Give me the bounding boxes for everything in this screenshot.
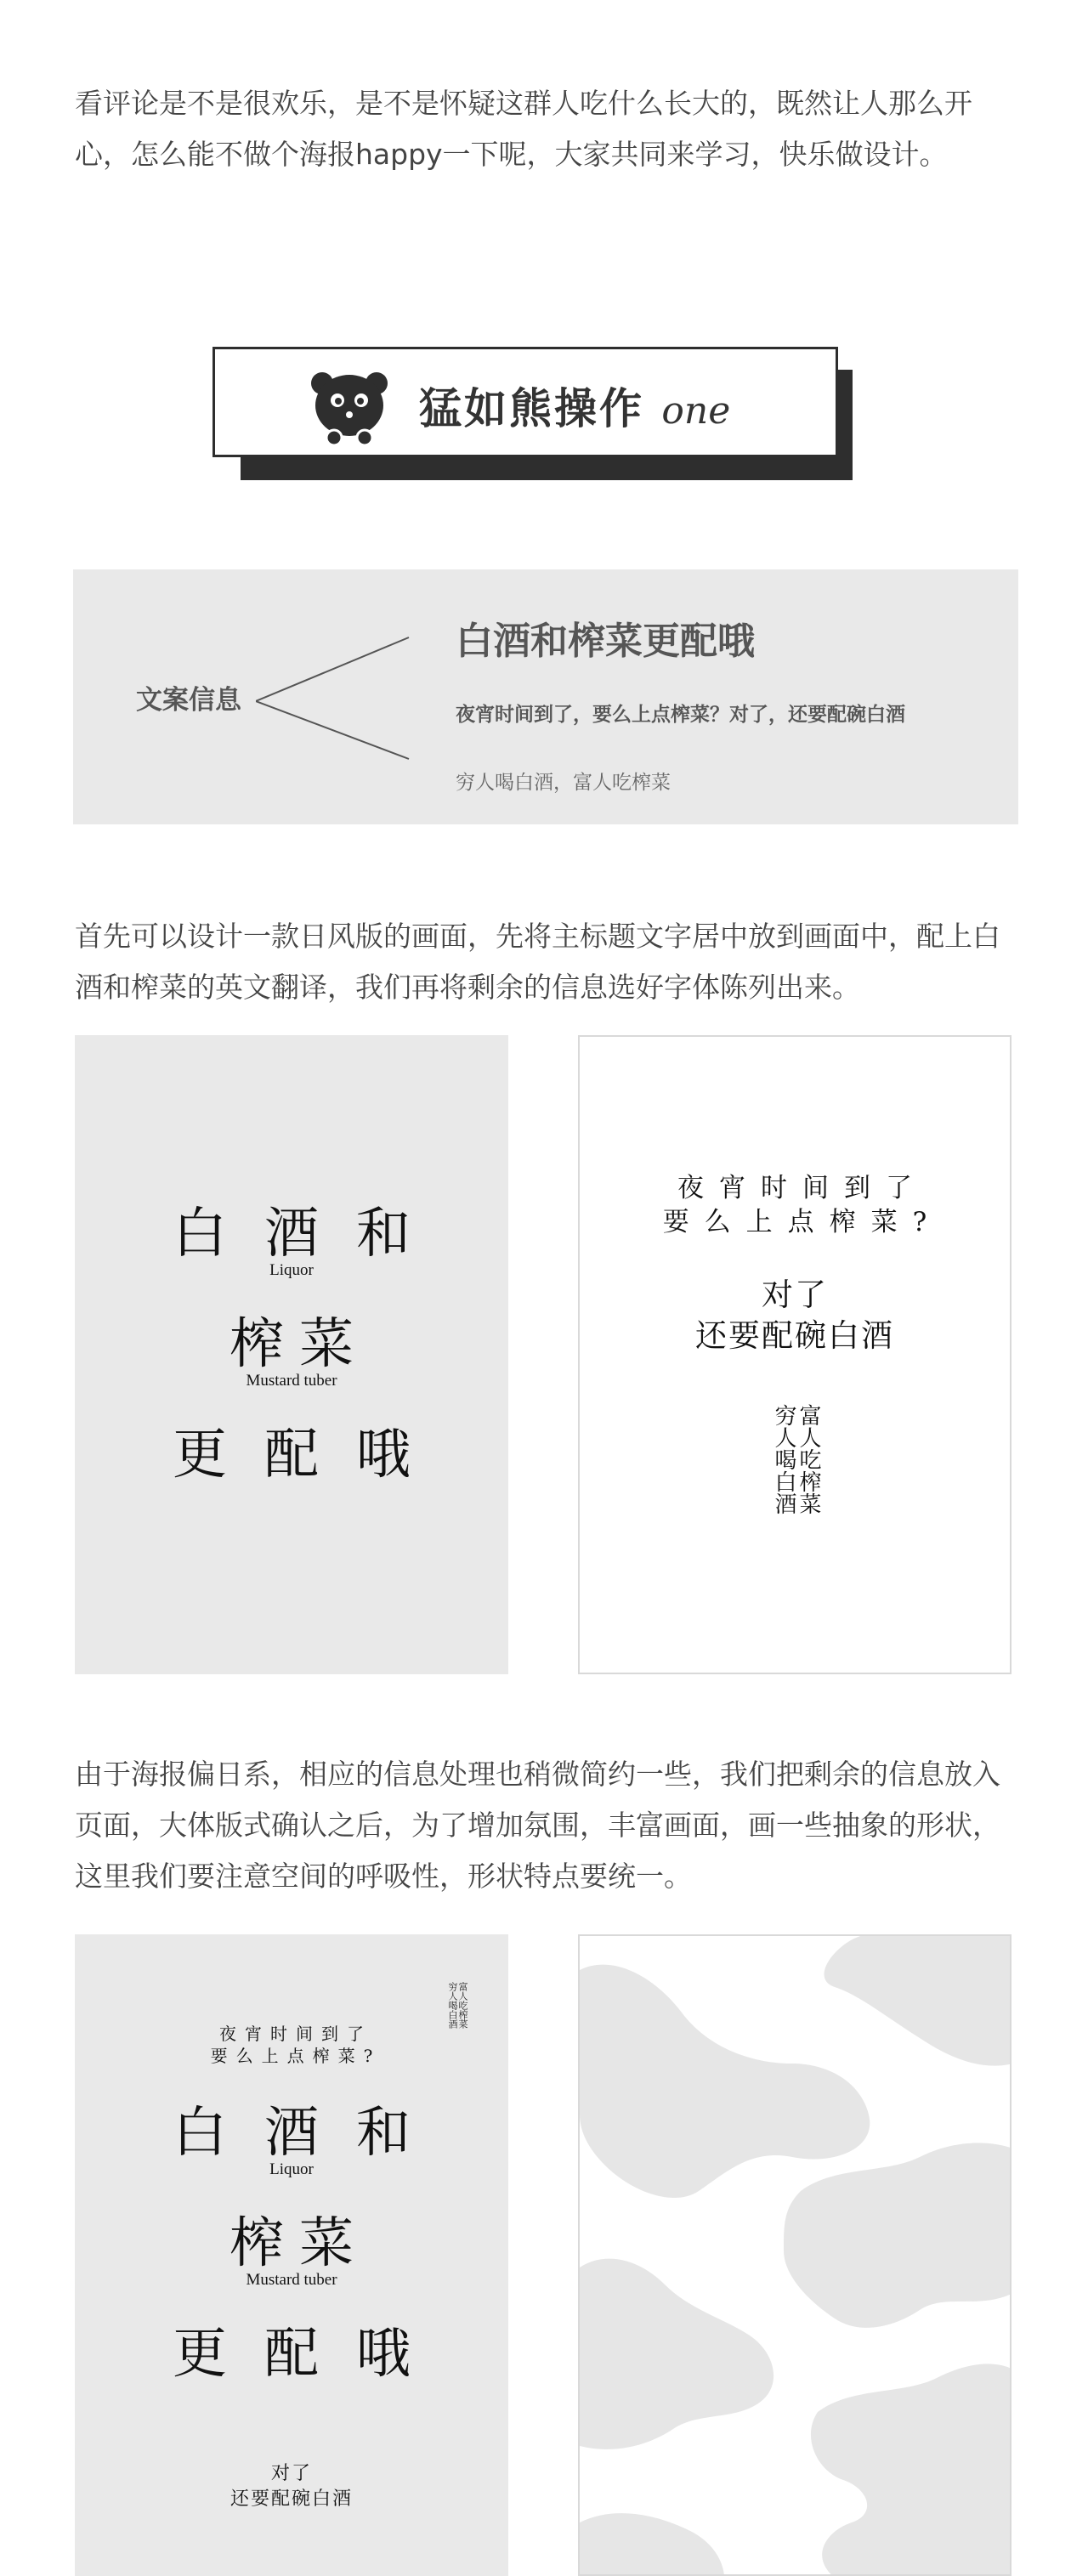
poster-c-vertical-1: 富人吃榨菜 [457,1982,468,2029]
poster-white-info [578,1035,1012,1674]
poster-question-1: 夜宵时间到了 [677,1173,927,1203]
banner-title [419,375,730,436]
poster-line-1: 白酒和 [173,1203,448,1265]
poster-c-en-2: Mustard tuber [246,2271,337,2289]
poster-answer-2: 还要配碗白酒 [695,1317,894,1354]
abstract-shapes-graphic [580,1936,1012,2576]
poster-line-2: 榨菜 [230,1313,369,1376]
banner-title-suffix: one [661,389,731,433]
poster-c-en-1: Liquor [269,2160,314,2178]
poster-abstract-shapes [578,1934,1012,2576]
poster-vertical-2: 穷人喝白酒 [771,1404,796,1514]
poster-line-3: 更配哦 [173,1424,448,1486]
poster-c-answer-1: 对了 [270,2463,312,2484]
banner-title-text: 猛如熊操作 [419,383,644,433]
poster-en-2: Mustard tuber [246,1372,337,1390]
paragraph-two: 首先可以设计一款日风版的画面，先将主标题文字居中放到画面中，配上白酒和榨菜的英文翻译，我们再将剩余的信息选好字体陈列出来。 [75,920,1000,1004]
poster-en-1: Liquor [269,1261,314,1279]
poster-c-answer-2: 还要配碗白酒 [230,2488,353,2510]
poster-question-2: 要么上点榨菜? [662,1207,943,1237]
paragraph-three: 由于海报偏日系，相应的信息处理也稍微简约一些，我们把剩余的信息放入页面，大体版式确认之后，为了增加氛围，丰富画面，画一些抽象的形状，这里我们要注意空间的呼吸性，形状特点要统一。 [75,1758,1000,1893]
poster-c-vertical-2: 穷人喝白酒 [447,1982,458,2029]
info-label: 文案信息 [136,685,241,716]
bracket-lines [256,633,426,769]
title-banner [212,347,838,457]
info-small: 穷人喝白酒，富人吃榨菜 [456,772,671,794]
poster-c-question-2: 要么上点榨菜? [210,2046,382,2066]
info-subtitle: 夜宵时间到了，要么上点榨菜？对了，还要配碗白酒 [456,704,905,726]
bear-icon [309,368,390,446]
poster-answer-1: 对了 [762,1277,828,1313]
intro-paragraph: 看评论是不是很欢乐，是不是怀疑这群人吃什么长大的，既然让人那么开心，怎么能不做个海报happy一下呢，大家共同来学习，快乐做设计。 [75,87,972,171]
poster-c-line-1: 白酒和 [173,2102,448,2165]
info-title: 白酒和榨菜更配哦 [456,620,755,663]
poster-grey-title [75,1035,508,1674]
copy-info-panel [73,569,1018,824]
poster-grey-full [75,1934,508,2576]
poster-c-line-2: 榨菜 [230,2212,369,2275]
poster-vertical-1: 富人吃榨菜 [796,1404,821,1514]
poster-c-line-3: 更配哦 [173,2323,448,2386]
poster-c-question-1: 夜宵时间到了 [219,2024,372,2044]
